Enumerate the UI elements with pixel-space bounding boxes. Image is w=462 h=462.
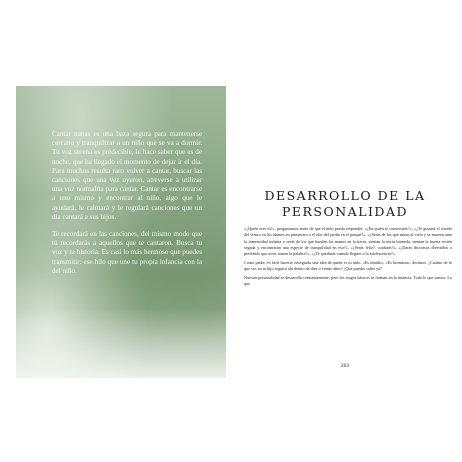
watercolor-fade <box>16 308 226 378</box>
right-paragraph-1: «¿Quién eres tú?», preguntamos antes de que el niño pueda responder. «¿En quién te convertirás?», «¿Te gustará el sonido del viento en los álamos en primavera o el olor del jardín en el parque?», «¿Serás de los que miran al cielo y se mareen ante la inmensidad infinita o serás de los que hunden las manos en la tierra, sientan la tierra húmeda, sientan la huerta recién segada y encontrarán una especie de tranquilidad en eso?», «¿Serás feliz?, cuidarás?», «¿Darás discursos divertidos o preferirás que otros tomen la palabra?», «¿Te quedarás cuando llegues a la adolescencia?». <box>244 226 452 257</box>
right-page-text <box>244 226 452 290</box>
left-paragraph-1: Cantar nanas es una baza segura para mantenerse cercano y tranquilizar a un niño que se va a dormir. Tu voz serena es predecible, le hace saber que es de noche, que ha llegado el momento de dejar ir el día. Para muchos resulta raro volver a cantar, buscar las canciones que una vez oyeron, atreverse a utilizar una voz normalita para cantar. Cantar es encontrarse a uno mismo y encontrar al niño, algo que le ayudará, le calmará y le regulará canciones que un día cantará a sus hijos. <box>52 130 202 221</box>
chapter-title <box>236 188 454 220</box>
right-paragraph-2: Como padre, es fácil hacerse enseguida una idea de quién es tu niño. «Es tímido», «Es bromista», decimos. ¿Cuánto de lo que ves en tu hijo seguirá ahí dentro de diez o veinte años? ¿Qué puedes saber ya? <box>244 259 452 272</box>
left-page-text <box>52 130 202 284</box>
right-paragraph-3: Nuestra personalidad se desarrolla constantemente, pero los rasgos básicos se forman en la infancia. Todo lo que somos. Lo que <box>244 275 452 287</box>
right-page <box>236 86 454 378</box>
left-page <box>16 86 226 378</box>
page-number: 203 <box>340 363 350 369</box>
chapter-title-line-1: DESARROLLO DE LA <box>264 188 426 203</box>
left-paragraph-2: Te recordará en las canciones, del mismo modo que tú recordarás a aquellos que te cantaron. Busca tu voz y tu historia. Es casi lo más hermoso que puedes transmitir: ese hilo que une tu propia infancia con la del niño. <box>52 230 202 275</box>
chapter-title-line-2: PERSONALIDAD <box>281 204 409 219</box>
